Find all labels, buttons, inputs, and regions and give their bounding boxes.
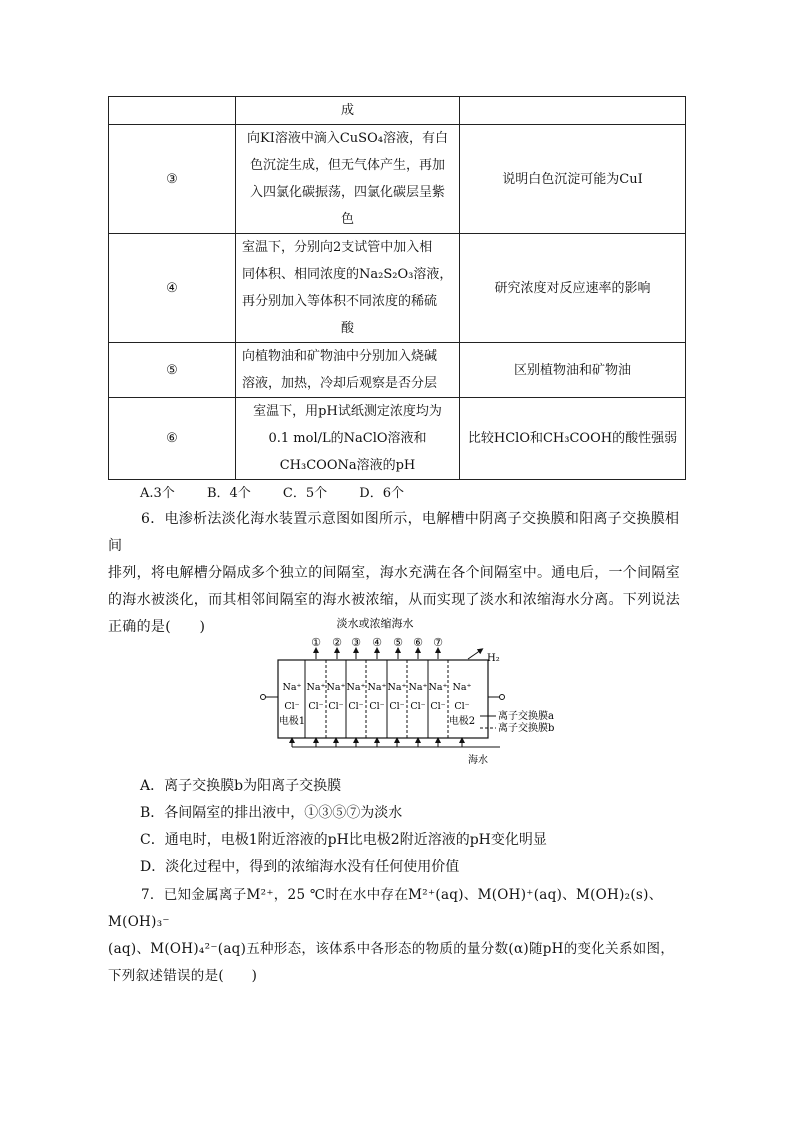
- electrode1-label: 电极1: [278, 716, 306, 727]
- q5-options: [140, 482, 432, 501]
- outlet-label: ②: [332, 636, 342, 649]
- row-number: ⑤: [109, 343, 236, 398]
- experiment-purpose: 说明白色沉淀可能为CuI: [460, 125, 686, 234]
- h2-arrow: [468, 650, 481, 659]
- outlet-label: ⑦: [433, 636, 443, 649]
- experiment-table: [108, 96, 686, 480]
- q6-option-a: A．离子交换膜b为阳离子交换膜: [140, 778, 342, 794]
- option-a: A.3个: [140, 486, 175, 501]
- legend-membrane-b: 离子交换膜b: [498, 723, 555, 734]
- stem-line: 7．已知金属离子M²⁺，25 ℃时在水中存在M²⁺(aq)、M(OH)⁺(aq)、M(OH)₂(s)、M(OH)₃⁻: [108, 887, 663, 930]
- ion-cl: Cl⁻: [348, 701, 364, 712]
- desc-line: 0.1 mol/L的NaClO溶液和: [268, 431, 427, 446]
- q6-option-d: D．淡化过程中，得到的浓缩海水没有任何使用价值: [140, 859, 460, 875]
- ion-cl: Cl⁻: [284, 701, 300, 712]
- ion-na: Na⁺: [452, 682, 472, 693]
- experiment-description: [236, 125, 460, 234]
- stem-line: (aq)、M(OH)₄²⁻(aq)五种形态，该体系中各形态的物质的量分数(α)随pH的变化关系如图，: [108, 941, 675, 957]
- desc-line: 色沉淀生成，但无气体产生，再加: [249, 158, 445, 173]
- table-cell: 成: [236, 97, 460, 125]
- ion-na: Na⁺: [306, 682, 326, 693]
- outlet-label: ⑥: [413, 636, 423, 649]
- ion-na: Na⁺: [428, 682, 448, 693]
- desc-line: 室温下，分别向2支试管中加入相: [242, 240, 433, 255]
- electrode1-terminal: [261, 695, 266, 700]
- experiment-purpose: 区别植物油和矿物油: [460, 343, 686, 398]
- experiment-description: [236, 398, 460, 480]
- legend-membrane-a: 离子交换膜a: [498, 711, 554, 722]
- electrodialysis-diagram: [255, 614, 555, 770]
- desc-line: 酸: [340, 321, 354, 336]
- q7-stem: [108, 882, 688, 990]
- ion-cl: Cl⁻: [369, 701, 385, 712]
- seawater-label: 海水: [468, 755, 488, 766]
- ion-labels: [283, 682, 472, 712]
- desc-line: 同体积、相同浓度的Na₂S₂O₃溶液，: [242, 267, 453, 282]
- desc-line: 向KI溶液中滴入CuSO₄溶液，有白: [247, 131, 448, 146]
- table-row: [109, 234, 686, 343]
- ion-na: Na⁺: [282, 682, 302, 693]
- ion-na: Na⁺: [408, 682, 428, 693]
- outlet-arrows: [316, 650, 438, 659]
- ion-cl: Cl⁻: [389, 701, 405, 712]
- stem-line: 正确的是( ): [108, 619, 206, 635]
- ion-cl: Cl⁻: [410, 701, 426, 712]
- ion-cl: Cl⁻: [328, 701, 344, 712]
- outlet-label: ④: [372, 636, 382, 649]
- ion-na: Na⁺: [346, 682, 366, 693]
- row-number: ③: [109, 125, 236, 234]
- desc-line: 再分别加入等体积不同浓度的稀硫: [242, 294, 438, 309]
- outlet-label: ⑤: [393, 636, 403, 649]
- ion-cl: Cl⁻: [308, 701, 324, 712]
- inlet-arrows: [292, 740, 500, 747]
- table-row: [109, 343, 686, 398]
- table-row: [109, 398, 686, 480]
- top-label: 淡水或浓缩海水: [336, 617, 414, 630]
- option-d: D．6个: [359, 486, 404, 501]
- membranes: [305, 660, 448, 738]
- experiment-description: [236, 234, 460, 343]
- electrode2-label: 电极2: [448, 716, 476, 727]
- ion-na: Na⁺: [387, 682, 407, 693]
- ion-cl: Cl⁻: [430, 701, 446, 712]
- row-number: ④: [109, 234, 236, 343]
- desc-line: 色: [340, 212, 354, 227]
- desc-line: 向植物油和矿物油中分别加入烧碱: [242, 349, 438, 364]
- experiment-purpose: 比较HClO和CH₃COOH的酸性强弱: [460, 398, 686, 480]
- table-cell: [109, 97, 236, 125]
- outlet-label: ③: [351, 636, 361, 649]
- stem-line: 6．电渗析法淡化海水装置示意图如图所示，电解槽中阴离子交换膜和阳离子交换膜相间: [108, 511, 680, 554]
- experiment-purpose: 研究浓度对反应速率的影响: [460, 234, 686, 343]
- table-cell: [460, 97, 686, 125]
- option-c: C．5个: [282, 486, 328, 501]
- desc-line: 入四氯化碳振荡，四氯化碳层呈紫: [249, 185, 445, 200]
- ion-cl: Cl⁻: [454, 701, 470, 712]
- stem-line: 排列，将电解槽分隔成多个独立的间隔室，海水充满在各个间隔室中。通电后，一个间隔室: [108, 565, 680, 581]
- h2-label: H₂: [487, 653, 500, 664]
- experiment-description: [236, 343, 460, 398]
- row-number: ⑥: [109, 398, 236, 480]
- stem-line: 的海水被淡化，而其相邻间隔室的海水被浓缩，从而实现了淡水和浓缩海水分离。下列说法: [108, 592, 680, 608]
- q6-option-b: B．各间隔室的排出液中，①③⑤⑦为淡水: [140, 805, 403, 821]
- desc-line: 室温下，用pH试纸测定浓度均为: [253, 404, 442, 419]
- table-row: [109, 97, 686, 125]
- electrode2-terminal: [500, 695, 505, 700]
- desc-line: 溶液，加热，冷却后观察是否分层: [242, 376, 438, 391]
- desc-line: CH₃COONa溶液的pH: [279, 458, 416, 473]
- outlet-labels: [311, 636, 443, 649]
- option-b: B．4个: [206, 486, 251, 501]
- stem-line: 下列叙述错误的是( ): [108, 968, 258, 984]
- ion-na: Na⁺: [367, 682, 387, 693]
- outlet-label: ①: [311, 636, 321, 649]
- ion-na: Na⁺: [326, 682, 346, 693]
- table-row: [109, 125, 686, 234]
- q6-option-c: C．通电时，电极1附近溶液的pH比电极2附近溶液的pH变化明显: [140, 832, 547, 848]
